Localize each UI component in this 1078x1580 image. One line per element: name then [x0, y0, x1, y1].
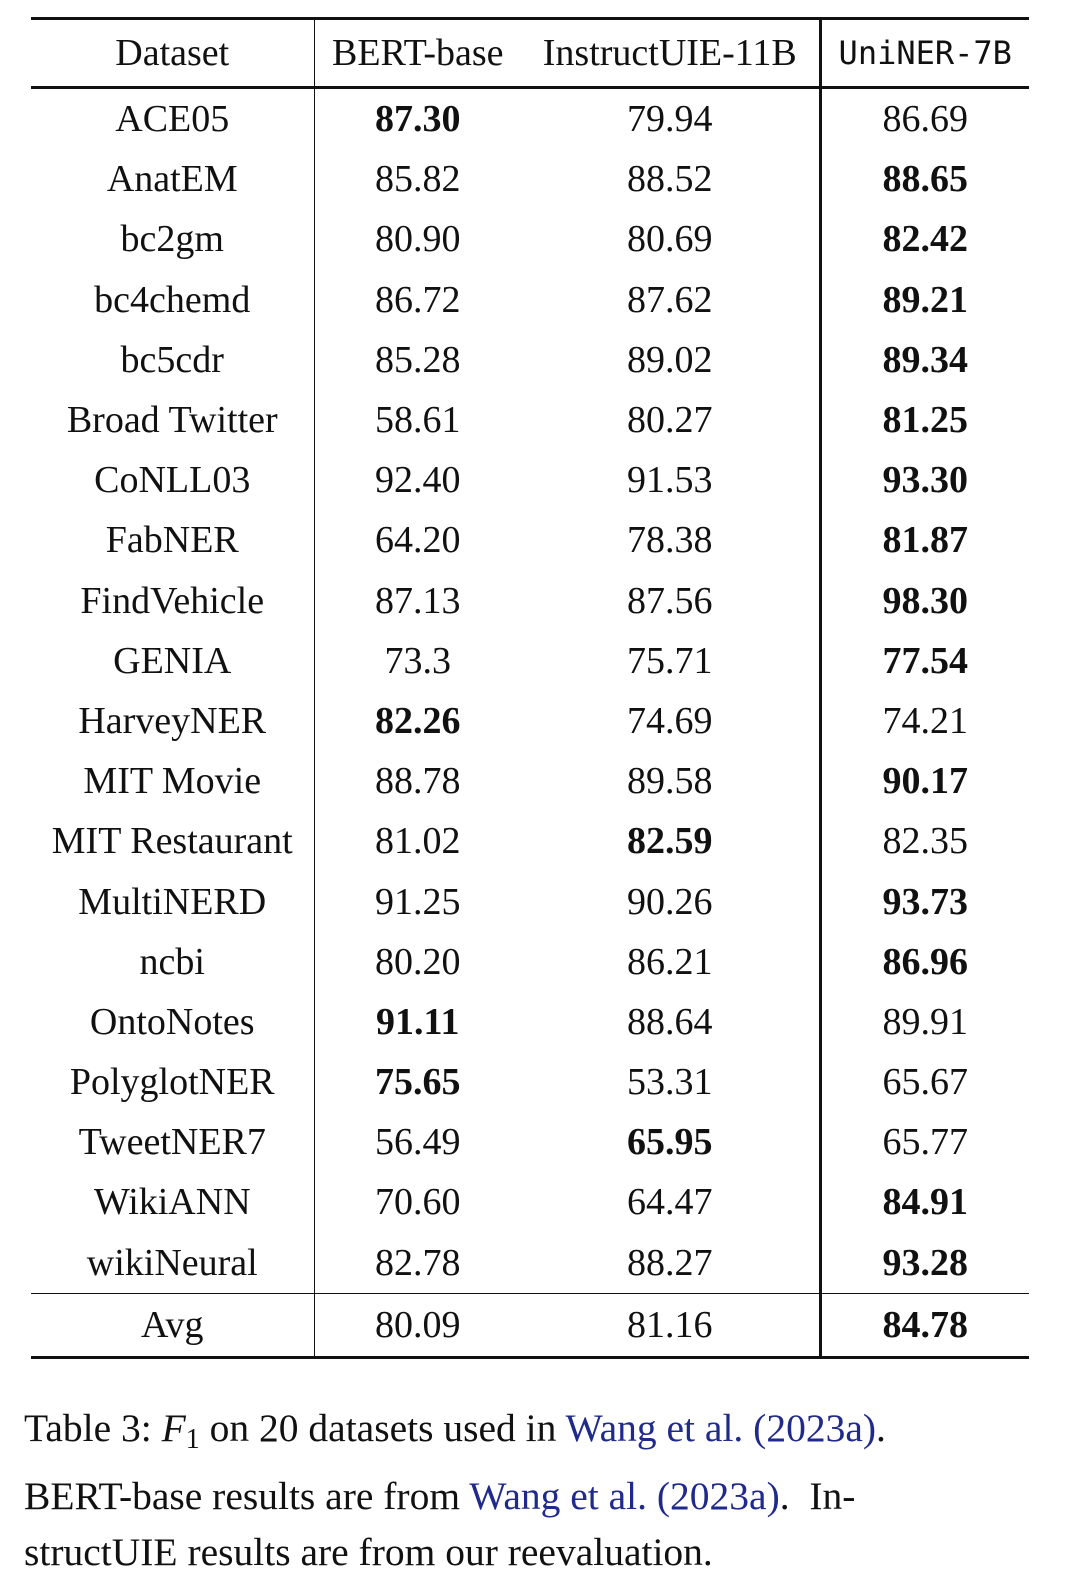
bert-base-cell: 87.30 [314, 88, 521, 150]
table-row [31, 631, 1029, 691]
metric-subscript: 1 [185, 1424, 200, 1455]
bert-base-cell: 85.82 [314, 149, 521, 209]
dataset-cell: MultiNERD [78, 880, 267, 923]
instructuie-cell: 80.69 [627, 218, 713, 261]
table-body [31, 88, 1029, 1294]
bert-base-cell: 87.13 [314, 571, 521, 631]
caption-label: Table 3: [24, 1406, 152, 1450]
instructuie-cell: 53.31 [627, 1061, 713, 1104]
avg-instruct: 81.16 [521, 1293, 820, 1357]
dataset-cell: GENIA [113, 639, 232, 682]
bert-base-cell: 82.26 [314, 691, 521, 751]
table-row [31, 270, 1029, 330]
bert-base-cell: 64.20 [314, 510, 521, 570]
table-row [31, 811, 1029, 871]
table-row [31, 510, 1029, 570]
caption-metric [161, 1406, 200, 1455]
uniner-cell: 82.35 [820, 811, 1029, 871]
header-bert-base: BERT-base [314, 19, 521, 88]
bert-base-cell: 91.25 [314, 871, 521, 931]
bert-base-cell: 82.78 [314, 1233, 521, 1294]
table-row [31, 330, 1029, 390]
table-row [31, 1233, 1029, 1294]
table-row [31, 1052, 1029, 1112]
results-table-container [31, 17, 1029, 1359]
results-table [31, 17, 1029, 1359]
instructuie-cell: 88.64 [627, 1000, 713, 1043]
bert-base-cell: 58.61 [314, 390, 521, 450]
table-row [31, 88, 1029, 150]
avg-label: Avg [31, 1293, 314, 1357]
caption-line-3: structUIE results are from our reevaluation. [24, 1530, 713, 1574]
instructuie-cell: 78.38 [627, 519, 713, 562]
dataset-cell: AnatEM [106, 158, 238, 201]
dataset-cell: ncbi [139, 940, 205, 983]
table-row [31, 149, 1029, 209]
header-instructuie: InstructUIE-11B [521, 19, 820, 88]
citation-1-authors[interactable]: Wang et al. [565, 1406, 744, 1450]
uniner-cell: 81.25 [820, 390, 1029, 450]
dataset-cell: CoNLL03 [94, 459, 251, 502]
uniner-cell: 93.28 [820, 1233, 1029, 1294]
instructuie-cell: 87.56 [627, 579, 713, 622]
caption-line-1: Table 3: $F_1$ on 20 datasets used in Wang et al. (2023a). [24, 1406, 886, 1455]
dataset-cell: wikiNeural [86, 1241, 258, 1284]
table-row [31, 751, 1029, 811]
instructuie-cell: 88.27 [627, 1241, 713, 1284]
dataset-cell: MIT Restaurant [51, 820, 293, 863]
instructuie-cell: 79.94 [627, 98, 713, 141]
instructuie-cell: 82.59 [627, 820, 713, 863]
uniner-cell: 82.42 [820, 209, 1029, 269]
instructuie-cell: 86.21 [627, 940, 713, 983]
dataset-cell: MIT Movie [83, 760, 262, 803]
bert-base-cell: 80.20 [314, 932, 521, 992]
table-row [31, 1172, 1029, 1232]
bert-base-cell: 88.78 [314, 751, 521, 811]
caption-line-2: BERT-base results are from Wang et al. (2023a). In- [24, 1474, 856, 1518]
bert-base-cell: 73.3 [314, 631, 521, 691]
instructuie-cell: 90.26 [627, 880, 713, 923]
uniner-cell: 89.34 [820, 330, 1029, 390]
bert-base-cell: 81.02 [314, 811, 521, 871]
dataset-cell: Broad Twitter [66, 399, 278, 442]
instructuie-cell: 75.71 [627, 639, 713, 682]
bert-base-cell: 80.90 [314, 209, 521, 269]
bert-base-cell: 75.65 [314, 1052, 521, 1112]
uniner-cell: 86.69 [820, 88, 1029, 150]
caption-line2-a: BERT-base results are from [24, 1474, 461, 1518]
uniner-cell: 65.67 [820, 1052, 1029, 1112]
uniner-cell: 93.73 [820, 871, 1029, 931]
dataset-cell: bc5cdr [120, 338, 224, 381]
uniner-cell: 93.30 [820, 450, 1029, 510]
bert-base-cell: 56.49 [314, 1112, 521, 1172]
instructuie-cell: 89.02 [627, 338, 713, 381]
table-row [31, 932, 1029, 992]
avg-bert: 80.09 [314, 1293, 521, 1357]
uniner-cell: 65.77 [820, 1112, 1029, 1172]
table-row [31, 450, 1029, 510]
uniner-cell: 90.17 [820, 751, 1029, 811]
uniner-cell: 77.54 [820, 631, 1029, 691]
table-row [31, 209, 1029, 269]
table-row [31, 992, 1029, 1052]
caption-line2-b: In- [809, 1474, 856, 1518]
bert-base-cell: 86.72 [314, 270, 521, 330]
instructuie-cell: 80.27 [627, 399, 713, 442]
instructuie-cell: 89.58 [627, 760, 713, 803]
citation-link-1[interactable]: Wang et al. (2023a) [565, 1406, 877, 1450]
avg-row [31, 1293, 1029, 1357]
dataset-cell: PolyglotNER [69, 1061, 275, 1104]
uniner-cell: 88.65 [820, 149, 1029, 209]
citation-2-year[interactable]: 2023a [670, 1474, 767, 1518]
dataset-cell: ACE05 [115, 98, 230, 141]
citation-1-year[interactable]: 2023a [766, 1406, 863, 1450]
citation-link-2[interactable]: Wang et al. (2023a) [469, 1474, 780, 1518]
dataset-cell: OntoNotes [89, 1000, 255, 1043]
instructuie-cell: 87.62 [627, 278, 713, 321]
dataset-cell: bc4chemd [94, 278, 251, 321]
dataset-cell: HarveyNER [78, 699, 267, 742]
avg-uniner: 84.78 [820, 1293, 1029, 1357]
table-caption [24, 1400, 1054, 1580]
header-dataset: Dataset [31, 19, 314, 88]
table-row [31, 390, 1029, 450]
instructuie-cell: 91.53 [627, 459, 713, 502]
dataset-cell: TweetNER7 [78, 1121, 266, 1164]
instructuie-cell: 64.47 [627, 1181, 713, 1224]
dataset-cell: FabNER [105, 519, 239, 562]
header-row [31, 19, 1029, 88]
table-row [31, 871, 1029, 931]
uniner-cell: 81.87 [820, 510, 1029, 570]
uniner-cell: 86.96 [820, 932, 1029, 992]
citation-2-authors[interactable]: Wang et al. [469, 1474, 648, 1518]
uniner-cell: 98.30 [820, 571, 1029, 631]
header-uniner: UniNER-7B [820, 19, 1029, 88]
bert-base-cell: 91.11 [314, 992, 521, 1052]
table-row [31, 691, 1029, 751]
bert-base-cell: 70.60 [314, 1172, 521, 1232]
instructuie-cell: 88.52 [627, 158, 713, 201]
dataset-cell: FindVehicle [80, 579, 265, 622]
uniner-cell: 84.91 [820, 1172, 1029, 1232]
uniner-cell: 89.91 [820, 992, 1029, 1052]
bert-base-cell: 85.28 [314, 330, 521, 390]
table-row [31, 571, 1029, 631]
dataset-cell: WikiANN [93, 1181, 251, 1224]
metric-symbol: F [161, 1406, 186, 1450]
uniner-cell: 89.21 [820, 270, 1029, 330]
bert-base-cell: 92.40 [314, 450, 521, 510]
instructuie-cell: 74.69 [627, 699, 713, 742]
table-row [31, 1112, 1029, 1172]
caption-text-a: on 20 datasets used in [209, 1406, 557, 1450]
dataset-cell: bc2gm [120, 218, 224, 261]
uniner-cell: 74.21 [820, 691, 1029, 751]
instructuie-cell: 65.95 [627, 1121, 713, 1164]
